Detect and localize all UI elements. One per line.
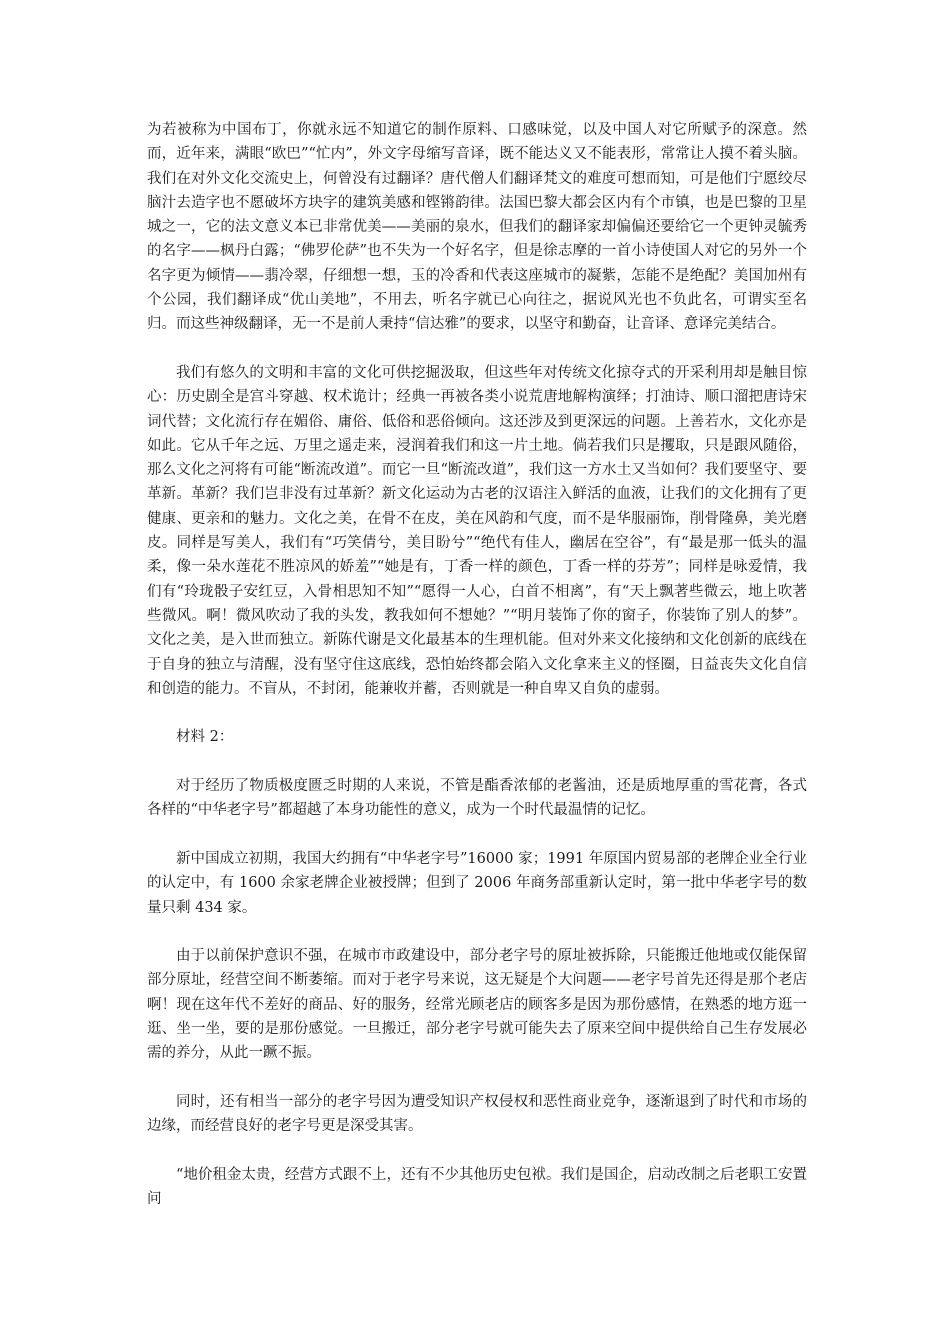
- paragraph-relocation: 由于以前保护意识不强，在城市市政建设中，部分老字号的原址被拆除，只能搬迁他地或仅能保留部分原址，经营空间不断萎缩。而对于老字号来说，这无疑是个大问题——老字号首先还得是那个老店啊！现在这年代不差好的商品、好的服务，经常光顾老店的顾客多是因为那份感情，在熟悉的地方逛一逛、坐一坐，要的是那份感觉。一旦搬迁，部分老字号就可能失去了原来空间中提供给自己生存发展必需的养分，从此一蹶不振。: [147, 948, 807, 1062]
- paragraph-statistics: 新中国成立初期，我国大约拥有“中华老字号”16000 家；1991 年原国内贸易部的老牌企业全行业的认定中，有 1600 余家老牌企业被授牌；但到了 2006 年商务部重新认定时，第一批中华老字号的数量只剩 434 家。: [147, 850, 807, 916]
- paragraph-quote: “地价租金太贵，经营方式跟不上，还有不少其他历史包袱。我们是国企，启动改制之后老职工安置问: [147, 1166, 807, 1208]
- document-body: [147, 118, 807, 1236]
- paragraph-culture: 我们有悠久的文明和丰富的文化可供挖掘汲取，但这些年对传统文化掠夺式的开采利用却是触目惊心：历史剧全是宫斗穿越、权术诡计；经典一再被各类小说荒唐地解构演绎；打油诗、顺口溜把唐诗宋词代替；文化流行存在媚俗、庸俗、低俗和恶俗倾向。这还涉及到更深远的问题。上善若水，文化亦是如此。它从千年之远、万里之遥走来，浸润着我们和这一片土地。倘若我们只是攫取，只是跟风随俗，那么文化之河将有可能“断流改道”。而它一旦“断流改道”，我们这一方水土又当如何？我们要坚守、要革新。革新？我们岂非没有过革新？新文化运动为古老的汉语注入鲜活的血液，让我们的文化拥有了更健康、更亲和的魅力。文化之美，在骨不在皮，美在风韵和气度，而不是华服丽饰，削骨隆鼻，美光磨皮。同样是写美人，我们有“巧笑倩兮，美目盼兮”“绝代有佳人，幽居在空谷”，有“最是那一低头的温柔，像一朵水莲花不胜凉风的娇羞”“她是有，丁香一样的颜色，丁香一样的芬芳”；同样是咏爱情，我们有“玲珑骰子安红豆，入骨相思知不知”“愿得一人心，白首不相离”，有“天上飘著些微云，地上吹著些微风。啊！微风吹动了我的头发，教我如何不想她？”“明月装饰了你的窗子，你装饰了别人的梦”。文化之美，是入世而独立。新陈代谢是文化最基本的生理机能。但对外来文化接纳和文化创新的底线在于自身的独立与清醒，没有坚守住这底线，恐怕始终都会陷入文化拿来主义的怪圈，日益丧失文化自信和创造的能力。不盲从，不封闭，能兼收并蓄，否则就是一种自卑又自负的虚弱。: [147, 364, 807, 697]
- paragraph-translation: 为若被称为中国布丁，你就永远不知道它的制作原料、口感味觉，以及中国人对它所赋予的深意。然而，近年来，满眼“欧巴”“忙内”，外文字母缩写音译，既不能达义又不能表形，常常让人摸不着头脑。我们在对外文化交流史上，何曾没有过翻译？唐代僧人们翻译梵文的难度可想而知，可是他们宁愿绞尽脑汁去造字也不愿破坏方块字的建筑美感和铿锵韵律。法国巴黎大都会区内有个市镇，也是巴黎的卫星城之一，它的法文意义本已非常优美——美丽的泉水，但我们的翻译家却偏偏还要给它一个更钟灵毓秀的名字——枫丹白露；“佛罗伦萨”也不失为一个好名字，但是徐志摩的一首小诗使国人对它的另外一个名字更为倾情——翡冷翠，仔细想一想，玉的冷香和代表这座城市的凝紫，怎能不是绝配？美国加州有个公园，我们翻译成“优山美地”，不用去，听名字就已心向往之，据说风光也不负此名，可谓实至名归。而这些神级翻译，无一不是前人秉持“信达雅”的要求，以坚守和勤奋，让音译、意译完美结合。: [147, 122, 807, 333]
- paragraph-memory: 对于经历了物质极度匮乏时期的人来说，不管是酯香浓郁的老酱油，还是质地厚重的雪花膏，各式各样的“中华老字号”都超越了本身功能性的意义，成为一个时代最温情的记忆。: [147, 778, 807, 819]
- paragraph-infringement: 同时，还有相当一部分的老字号因为遭受知识产权侵权和恶性商业竞争，逐渐退到了时代和市场的边缘，而经营良好的老字号更是深受其害。: [147, 1093, 807, 1135]
- section-heading-material-2: 材料 2：: [176, 729, 234, 746]
